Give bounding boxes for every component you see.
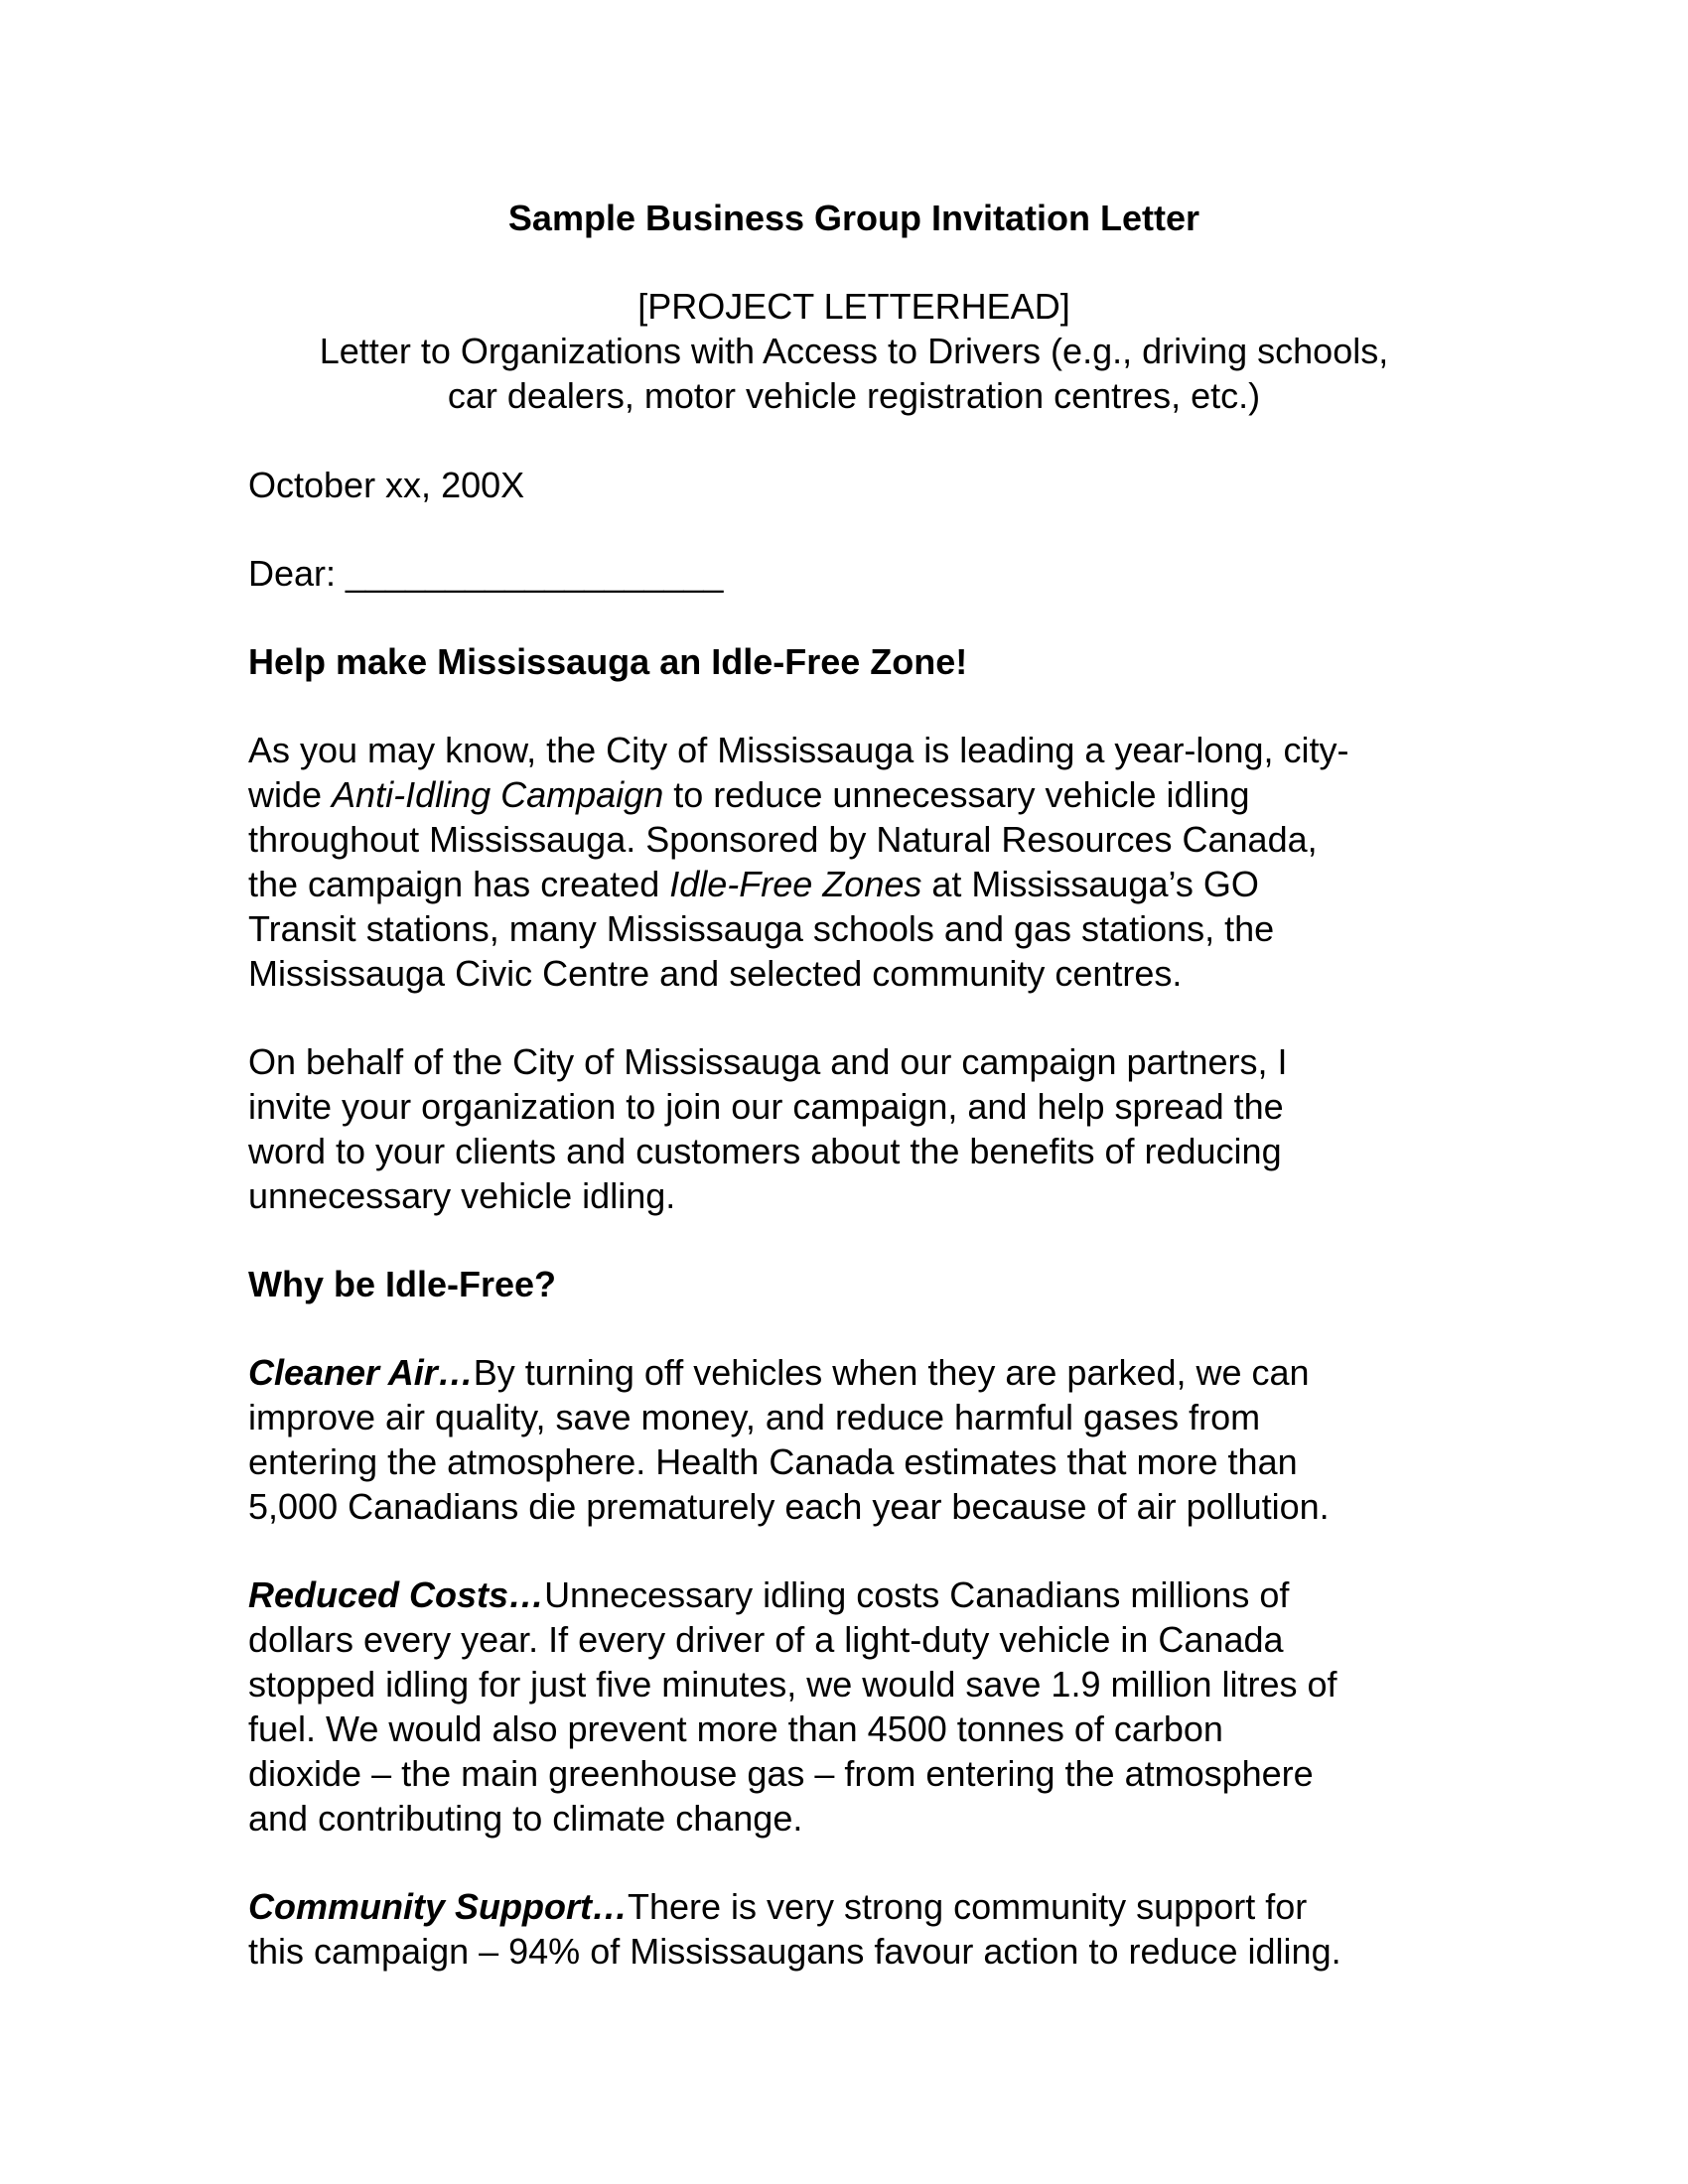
paragraph-line: unnecessary vehicle idling.	[248, 1175, 676, 1216]
paragraph-line: As you may know, the City of Mississauga is leading a year-long, city-	[248, 730, 1349, 770]
paragraph-line: throughout Mississauga. Sponsored by Natural Resources Canada,	[248, 819, 1318, 860]
text-run: wide	[248, 774, 333, 815]
paragraph-line	[248, 1350, 1460, 1395]
benefit-reduced-costs	[248, 1572, 1460, 1841]
letter-date: October xx, 200X	[248, 465, 525, 505]
why-heading: Why be Idle-Free?	[248, 1264, 557, 1304]
paragraph-line: On behalf of the City of Mississauga and our campaign partners, I	[248, 1041, 1288, 1082]
text-run: to reduce unnecessary vehicle idling	[663, 774, 1250, 815]
benefit-lead: Cleaner Air…	[248, 1352, 474, 1393]
paragraph-line	[248, 1884, 1460, 1929]
benefit-lead: Community Support…	[248, 1886, 628, 1927]
paragraph-line: Mississauga Civic Centre and selected community centres.	[248, 953, 1183, 994]
paragraph-line: 5,000 Canadians die prematurely each year because of air pollution.	[248, 1486, 1330, 1527]
paragraph-line: improve air quality, save money, and reduce harmful gases from	[248, 1397, 1261, 1437]
text-run: the campaign has created	[248, 864, 670, 904]
idle-free-zones-term: Idle-Free Zones	[669, 864, 922, 904]
paragraph-line	[248, 772, 1460, 817]
benefit-lead: Reduced Costs…	[248, 1574, 545, 1615]
text-run: at Mississauga’s GO	[921, 864, 1259, 904]
recipient-description-line: Letter to Organizations with Access to Drivers (e.g., driving schools,	[319, 331, 1389, 371]
invitation-paragraph	[248, 1039, 1460, 1218]
salutation: Dear: ___________________	[248, 553, 724, 594]
letterhead-placeholder: [PROJECT LETTERHEAD]	[637, 286, 1070, 327]
recipient-description-line: car dealers, motor vehicle registration centres, etc.)	[447, 375, 1261, 416]
paragraph-line: word to your clients and customers about the benefits of reducing	[248, 1131, 1282, 1171]
paragraph-line: dioxide – the main greenhouse gas – from entering the atmosphere	[248, 1753, 1314, 1794]
campaign-name: Anti-Idling Campaign	[332, 774, 664, 815]
recipient-description	[248, 329, 1460, 418]
benefit-cleaner-air	[248, 1350, 1460, 1529]
letter-headline: Help make Mississauga an Idle-Free Zone!	[248, 641, 968, 682]
paragraph-line: dollars every year. If every driver of a light-duty vehicle in Canada	[248, 1619, 1284, 1660]
benefit-community-support	[248, 1884, 1460, 1974]
paragraph-line	[248, 1572, 1460, 1617]
paragraph-line: stopped idling for just five minutes, we would save 1.9 million litres of	[248, 1664, 1337, 1705]
text-run: By turning off vehicles when they are parked, we can	[473, 1352, 1310, 1393]
paragraph-line: entering the atmosphere. Health Canada estimates that more than	[248, 1441, 1298, 1482]
document-title: Sample Business Group Invitation Letter	[507, 198, 1200, 238]
intro-paragraph	[248, 728, 1460, 996]
paragraph-line: fuel. We would also prevent more than 4500 tonnes of carbon	[248, 1708, 1223, 1749]
paragraph-line	[248, 862, 1460, 906]
paragraph-line: and contributing to climate change.	[248, 1798, 803, 1839]
text-run: Unnecessary idling costs Canadians millions of	[544, 1574, 1290, 1615]
paragraph-line: invite your organization to join our campaign, and help spread the	[248, 1086, 1284, 1127]
paragraph-line: this campaign – 94% of Mississaugans favour action to reduce idling.	[248, 1931, 1341, 1972]
text-run: There is very strong community support for	[627, 1886, 1308, 1927]
paragraph-line: Transit stations, many Mississauga schools and gas stations, the	[248, 908, 1275, 949]
